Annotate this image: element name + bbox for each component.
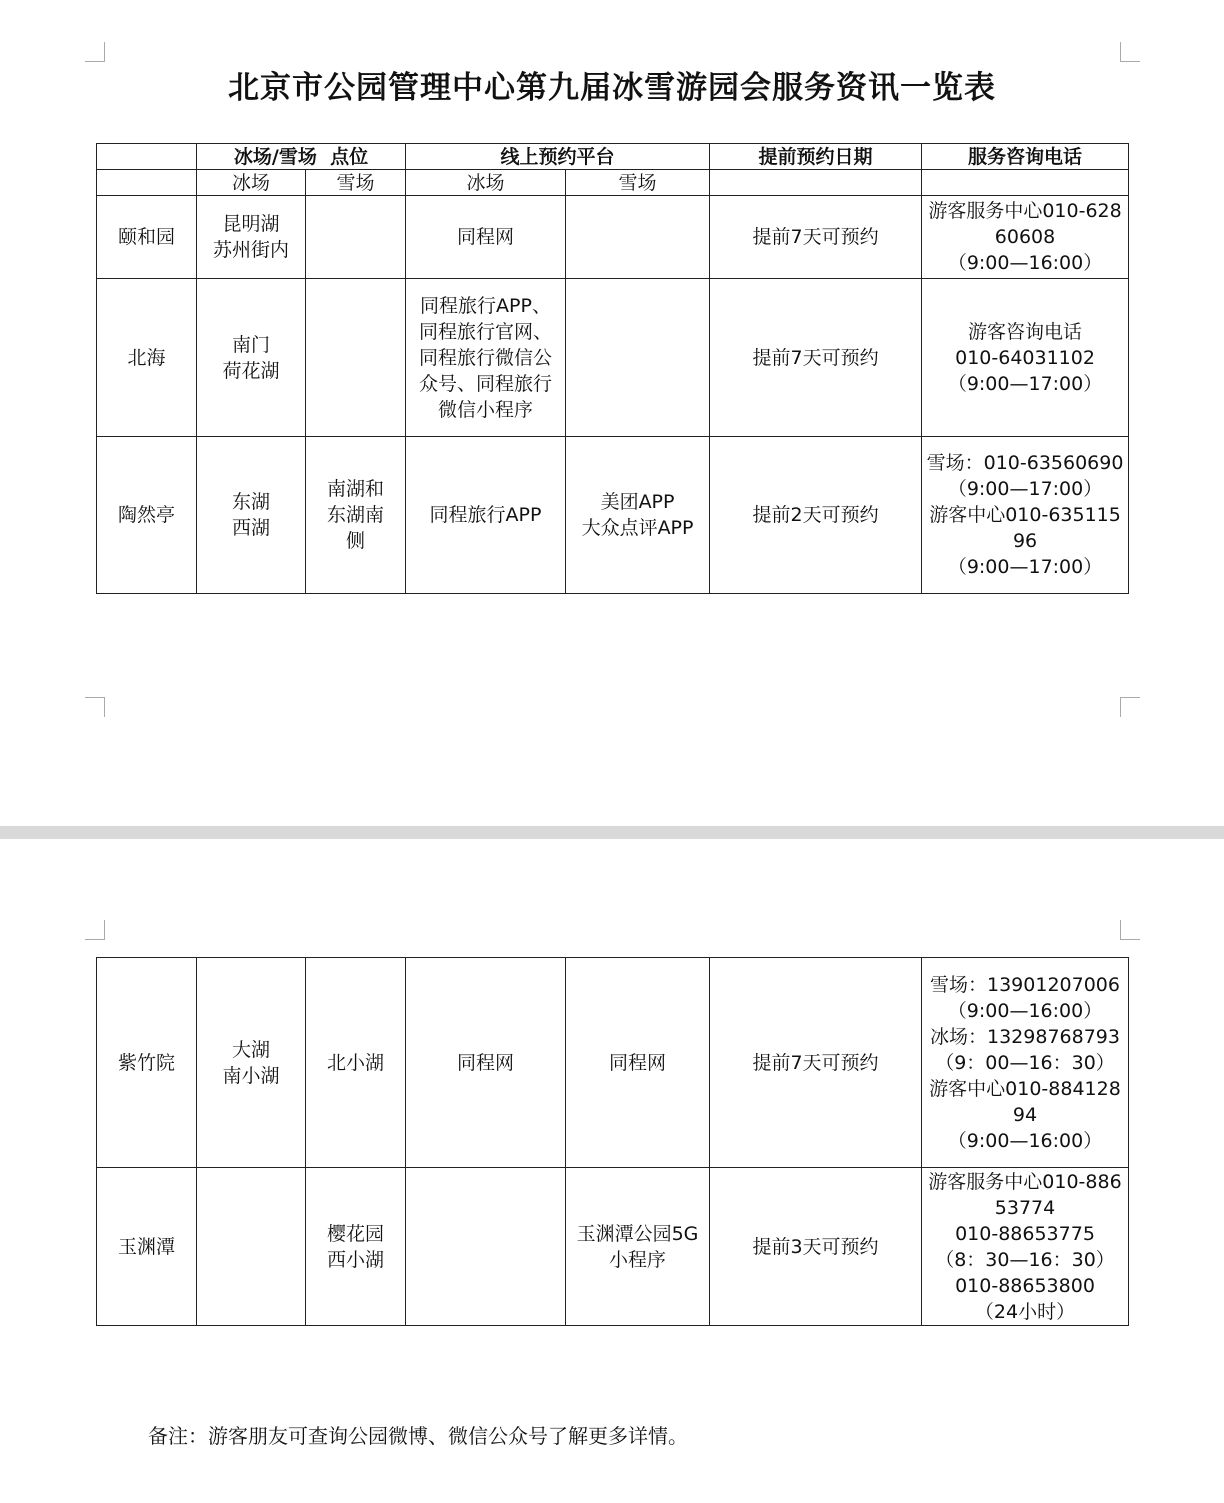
snow-venue bbox=[306, 279, 406, 437]
page-corner-mark bbox=[85, 42, 105, 62]
footnote: 备注：游客朋友可查询公园微博、微信公众号了解更多详情。 bbox=[148, 1424, 688, 1448]
service-info-table-continued bbox=[96, 957, 1129, 1326]
page-separator bbox=[0, 826, 1224, 839]
subheader-cell-blank bbox=[710, 170, 922, 196]
snow-venue: 北小湖 bbox=[306, 958, 406, 1168]
service-phone: 雪场：13901207006 （9:00—16:00） 冰场：13298768793 （9：00—16：30） 游客中心010-88412894 （9:00—16:00） bbox=[922, 958, 1129, 1168]
advance-booking: 提前7天可预约 bbox=[710, 279, 922, 437]
snow-venue: 南湖和东湖南侧 bbox=[306, 437, 406, 594]
advance-booking: 提前3天可预约 bbox=[710, 1168, 922, 1326]
document-page-2 bbox=[0, 839, 1224, 1503]
table-row bbox=[97, 279, 1129, 437]
page-corner-mark bbox=[1120, 920, 1140, 940]
document-title: 北京市公园管理中心第九届冰雪游园会服务资讯一览表 bbox=[228, 70, 996, 106]
subheader-ice-platform: 冰场 bbox=[406, 170, 566, 196]
table-row bbox=[97, 1168, 1129, 1326]
header-platform: 线上预约平台 bbox=[406, 144, 710, 170]
service-info-table bbox=[96, 143, 1129, 594]
page-corner-mark bbox=[85, 920, 105, 940]
snow-venue: 樱花园 西小湖 bbox=[306, 1168, 406, 1326]
subheader-cell-blank bbox=[97, 170, 197, 196]
subheader-cell-blank bbox=[922, 170, 1129, 196]
table-subheader-row bbox=[97, 170, 1129, 196]
park-name: 玉渊潭 bbox=[97, 1168, 197, 1326]
page-corner-mark bbox=[1120, 697, 1140, 717]
snow-venue bbox=[306, 196, 406, 279]
advance-booking: 提前2天可预约 bbox=[710, 437, 922, 594]
table-row bbox=[97, 196, 1129, 279]
header-advance-date: 提前预约日期 bbox=[710, 144, 922, 170]
table-header-row bbox=[97, 144, 1129, 170]
subheader-snow-venue: 雪场 bbox=[306, 170, 406, 196]
subheader-ice-venue: 冰场 bbox=[197, 170, 306, 196]
ice-venue bbox=[197, 1168, 306, 1326]
header-venue: 冰场/雪场 点位 bbox=[197, 144, 406, 170]
service-phone: 雪场：010-63560690 （9:00—17:00） 游客中心010-63511596 （9:00—17:00） bbox=[922, 437, 1129, 594]
park-name: 北海 bbox=[97, 279, 197, 437]
subheader-snow-platform: 雪场 bbox=[566, 170, 710, 196]
ice-venue: 昆明湖 苏州街内 bbox=[197, 196, 306, 279]
ice-platform bbox=[406, 1168, 566, 1326]
ice-platform: 同程旅行APP、同程旅行官网、同程旅行微信公众号、同程旅行微信小程序 bbox=[406, 279, 566, 437]
snow-platform bbox=[566, 279, 710, 437]
header-phone: 服务咨询电话 bbox=[922, 144, 1129, 170]
snow-platform: 玉渊潭公园5G小程序 bbox=[566, 1168, 710, 1326]
ice-platform: 同程网 bbox=[406, 958, 566, 1168]
table-row bbox=[97, 958, 1129, 1168]
snow-platform bbox=[566, 196, 710, 279]
snow-platform: 同程网 bbox=[566, 958, 710, 1168]
ice-platform: 同程网 bbox=[406, 196, 566, 279]
page-corner-mark bbox=[1120, 42, 1140, 62]
ice-venue: 东湖 西湖 bbox=[197, 437, 306, 594]
page-corner-mark bbox=[85, 697, 105, 717]
service-phone: 游客咨询电话 010-64031102 （9:00—17:00） bbox=[922, 279, 1129, 437]
ice-venue: 大湖 南小湖 bbox=[197, 958, 306, 1168]
advance-booking: 提前7天可预约 bbox=[710, 196, 922, 279]
advance-booking: 提前7天可预约 bbox=[710, 958, 922, 1168]
ice-platform: 同程旅行APP bbox=[406, 437, 566, 594]
header-cell-blank bbox=[97, 144, 197, 170]
service-phone: 游客服务中心010-62860608 （9:00—16:00） bbox=[922, 196, 1129, 279]
park-name: 陶然亭 bbox=[97, 437, 197, 594]
table-row bbox=[97, 437, 1129, 594]
park-name: 紫竹院 bbox=[97, 958, 197, 1168]
ice-venue: 南门 荷花湖 bbox=[197, 279, 306, 437]
service-phone: 游客服务中心010-88653774 010-88653775 （8：30—16：30） 010-88653800 （24小时） bbox=[922, 1168, 1129, 1326]
snow-platform: 美团APP 大众点评APP bbox=[566, 437, 710, 594]
park-name: 颐和园 bbox=[97, 196, 197, 279]
